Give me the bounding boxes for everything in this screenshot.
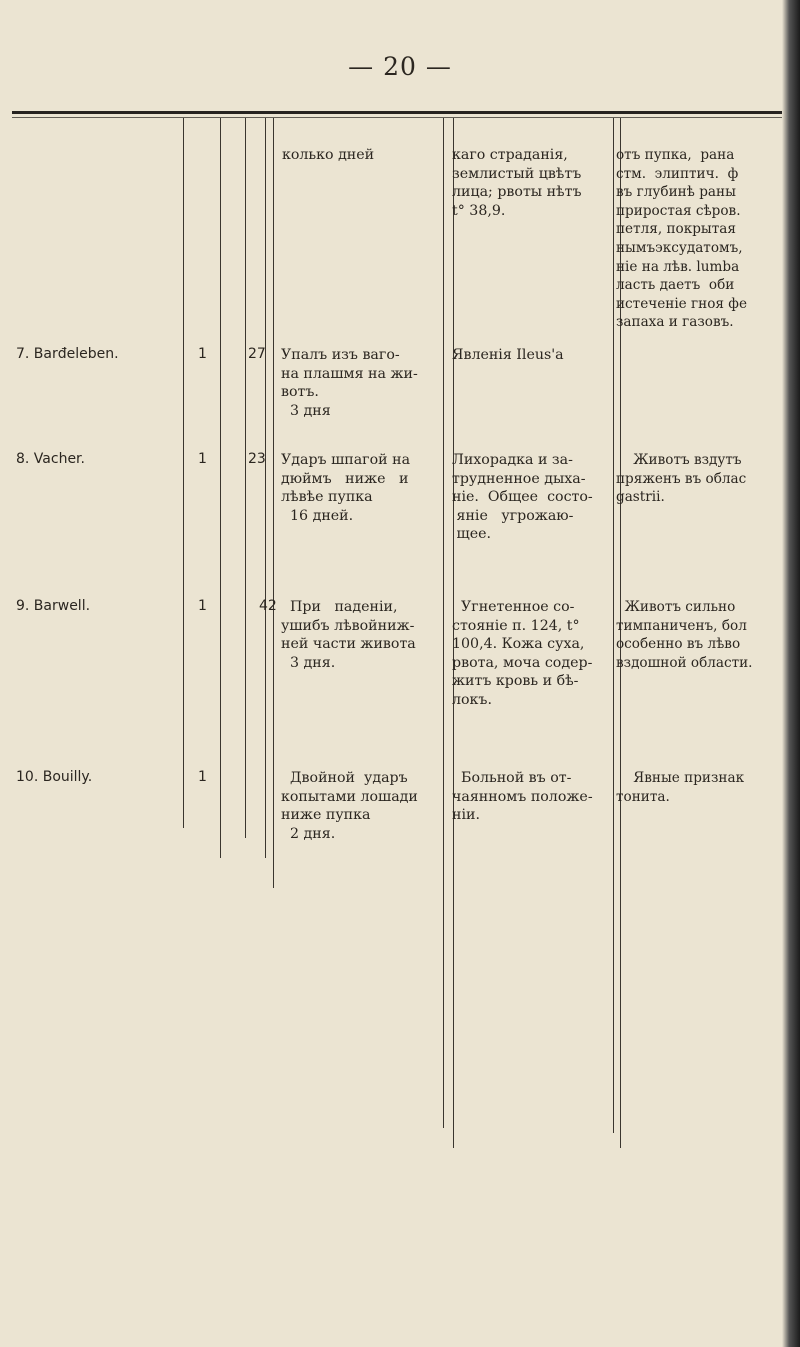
- header-duration: колько дней: [282, 147, 375, 163]
- case-symptoms: Явленія Ileus'a: [452, 347, 564, 363]
- column-divider: [273, 118, 274, 888]
- case-age: 23: [248, 451, 266, 467]
- case-name: 8. Vacher.: [16, 451, 85, 467]
- column-divider: [613, 118, 614, 1133]
- case-count: 1: [198, 451, 207, 467]
- case-injury: При паденіи, ушибъ лѣвойниж- ней части живота 3 дня.: [281, 599, 416, 671]
- case-count: 1: [198, 598, 207, 614]
- header-findings: отъ пупка, рана стм. элиптич. ф въ глубинѣ раны приростая сѣров. петля, покрытая нымъэксудатомъ, ніе на лѣв. lumba ласть даетъ оби истеченіе гноя фе запаха и газовъ.: [616, 147, 747, 331]
- column-divider: [265, 118, 266, 858]
- case-findings: Явные признак тонита.: [616, 770, 745, 805]
- header-symptoms: каго страданія, землистый цвѣтъ лица; рвоты нѣтъ t° 38,9.: [452, 147, 582, 219]
- case-injury: Упалъ изъ ваго- на плашмя на жи- вотъ. 3 дня: [281, 347, 418, 419]
- column-divider: [220, 118, 221, 858]
- case-count: 1: [198, 346, 207, 362]
- case-findings: Животъ сильно тимпаниченъ, бол особенно въ лѣво вздошной области.: [616, 599, 753, 671]
- page-number: — 20 —: [348, 52, 452, 81]
- case-symptoms: Угнетенное со- стояніе п. 124, t° 100,4. Кожа суха, рвота, моча содер- житъ кровь и бѣ- локъ.: [452, 599, 593, 708]
- case-name: 9. Barwell.: [16, 598, 91, 614]
- case-symptoms: Лихорадка и за- трудненное дыха- ніе. Общее состо- яніе угрожаю- щее.: [452, 452, 593, 543]
- case-injury: Ударъ шпагой на дюймъ ниже и лѣвѣе пупка 16 дней.: [281, 452, 411, 524]
- case-findings: Животъ вздутъ пряженъ въ облас gastrii.: [616, 452, 747, 506]
- column-divider: [245, 118, 246, 838]
- case-count: 1: [198, 769, 207, 785]
- case-name: 7. Barđeleben.: [16, 346, 119, 362]
- case-age: 27: [248, 346, 266, 362]
- page-edge-shadow: [782, 0, 800, 1347]
- case-name: 10. Bouilly.: [16, 769, 93, 785]
- case-symptoms: Больной въ от- чаянномъ положе- ніи.: [452, 770, 593, 824]
- top-rule-thin: [12, 117, 782, 118]
- top-rule: [12, 111, 782, 114]
- column-divider: [183, 118, 184, 828]
- column-divider: [443, 118, 444, 1128]
- case-injury: Двойной ударъ копытами лошади ниже пупка 2 дня.: [281, 770, 418, 842]
- case-age: 42: [259, 598, 277, 614]
